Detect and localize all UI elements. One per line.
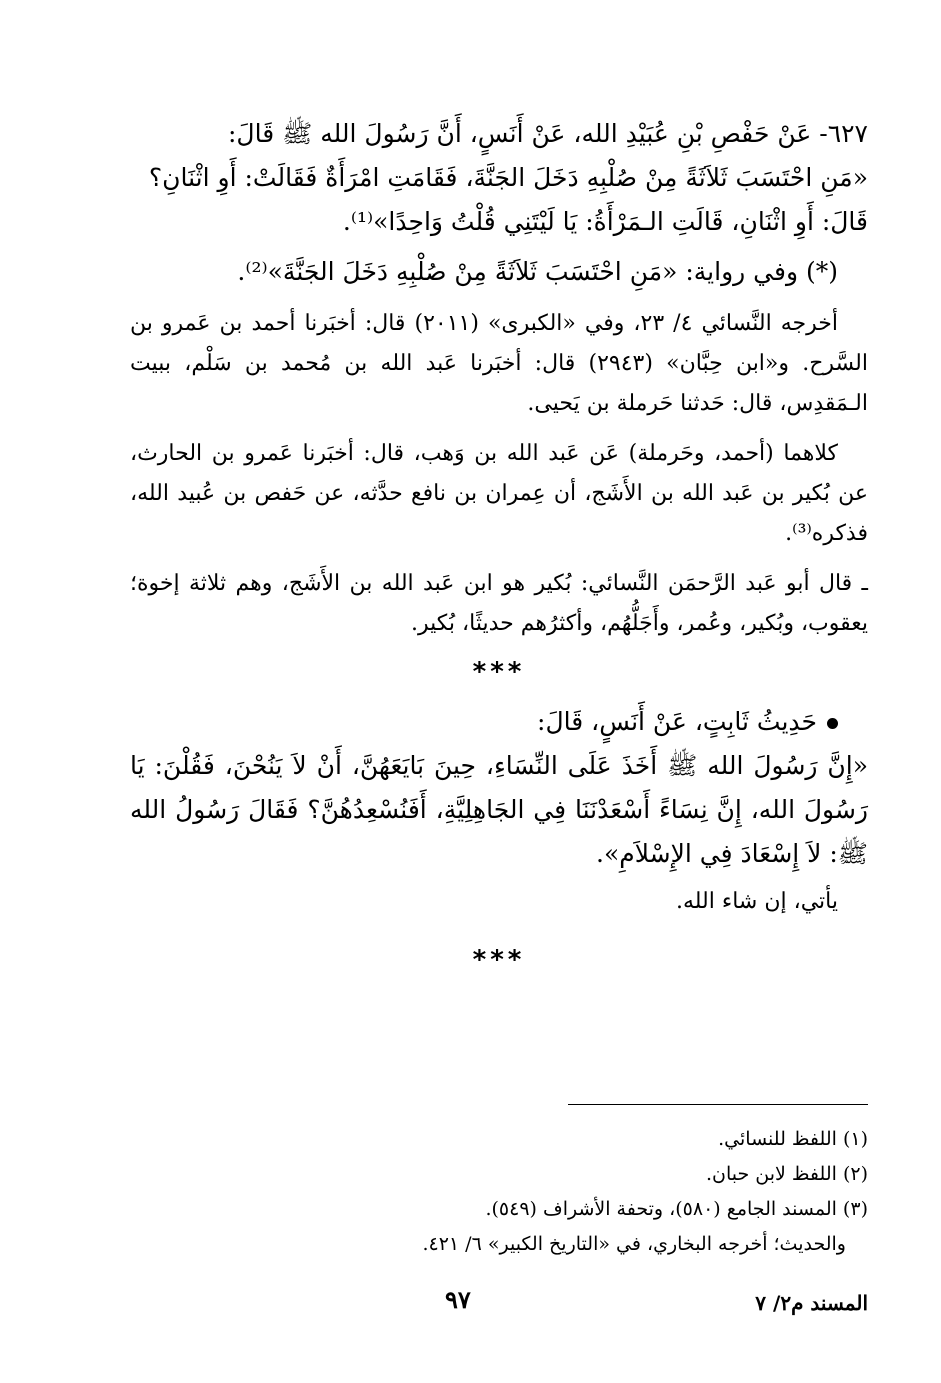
hadith-627-line-1: ٦٢٧- عَنْ حَفْصِ بْنِ عُبَيْدِ الله، عَنْ أَنَسٍ، أَنَّ رَسُولَ الله ﷺ قَالَ: (227, 119, 868, 148)
bullet-icon (827, 718, 838, 729)
footnote-3: (٣) المسند الجامع (٥٨٠)، وتحفة الأشراف (٥٤٩). (485, 1198, 868, 1220)
section-separator-2: *** (472, 945, 526, 975)
hadith-627-line-2: «مَنِ احْتَسَبَ ثَلاَثَةً مِنْ صُلْبِهِ دَخَلَ الجَنَّةَ، فَقَامَتِ امْرَأَةٌ فَقَالَتْ: أَوِ اثْنَانِ؟ (148, 163, 868, 192)
page-body (130, 112, 868, 988)
page-footer (130, 1285, 868, 1325)
section-separator-1: *** (472, 657, 526, 687)
takhrij-paragraph-1: أخرجه النَّسائي ٤/ ٢٣، وفي «الكبرى» (٢٠١١) قال: أخبَرنا أحمد بن عَمرو بن السَّرح. و«ابن حِبَّان» (٢٩٤٣) قال: أخبَرنا عَبد الله بن مُحمد بن سَلْم، ببيت الـمَقدِس، قال: حَدثنا حَرملة بن يَحيى. (130, 311, 868, 416)
signature-mark: المسند م٢/ ٧ (755, 1291, 868, 1315)
thabit-heading-text: حَدِيثُ ثَابِتٍ، عَنْ أَنَسٍ، قَالَ: (537, 707, 817, 736)
hadith-627-riwaya: (*) وفي رواية: «مَنِ احْتَسَبَ ثَلاَثَةً مِنْ صُلْبِهِ دَخَلَ الجَنَّةَ»⁽²⁾. (237, 257, 838, 286)
footnote-2: (٢) اللفظ لابن حبان. (705, 1163, 868, 1185)
footnotes (130, 1122, 868, 1262)
page-number: ٩٧ (445, 1285, 471, 1314)
thabit-heading (130, 700, 868, 744)
takhrij-paragraph-2: كلاهما (أحمد، وحَرملة) عَن عَبد الله بن وَهب، قال: أخبَرنا عَمرو بن الحارث، عن بُكير بن عَبد الله بن الأَشَج، أن عِمران بن نافع حدَّثه، عن حَفص بن عُبيد الله، فذكره⁽³⁾. (130, 441, 868, 546)
footnote-3-continuation: والحديث؛ أخرجه البخاري، في «التاريخ الكبير» ٦/ ٤٢١. (422, 1233, 846, 1255)
footnote-1: (١) اللفظ للنسائي. (718, 1128, 868, 1150)
takhrij-paragraph-3: ـ قال أبو عَبد الرَّحمَن النَّسائي: بُكير هو ابن عَبد الله بن الأَشَج، وهم ثلاثة إخوة؛ يعقوب، وبُكير، وعُمر، وأَجَلُّهُم، وأكثرُهم حديثًا، بُكير. (130, 571, 868, 636)
footnote-divider (568, 1104, 868, 1105)
thabit-note: يأتي، إن شاء الله. (675, 889, 838, 914)
hadith-627-line-3: قَالَ: أَوِ اثْنَانِ، قَالَتِ الـمَرْأَةُ: يَا لَيْتَنِي قُلْتُ وَاحِدًا»⁽¹⁾. (342, 207, 868, 236)
thabit-text: «إِنَّ رَسُولَ الله ﷺ أَخَذَ عَلَى النِّسَاءِ، حِينَ بَايَعَهُنَّ، أَنْ لاَ يَنُحْنَ، فَقُلْنَ: يَا رَسُولَ الله، إِنَّ نِسَاءً أَسْعَدْنَنَا فِي الجَاهِلِيَّةِ، أَفَنُسْعِدُهُنَّ؟ فَقَالَ رَسُولُ الله ﷺ: لاَ إِسْعَادَ فِي الإِسْلاَمِ». (130, 751, 868, 868)
